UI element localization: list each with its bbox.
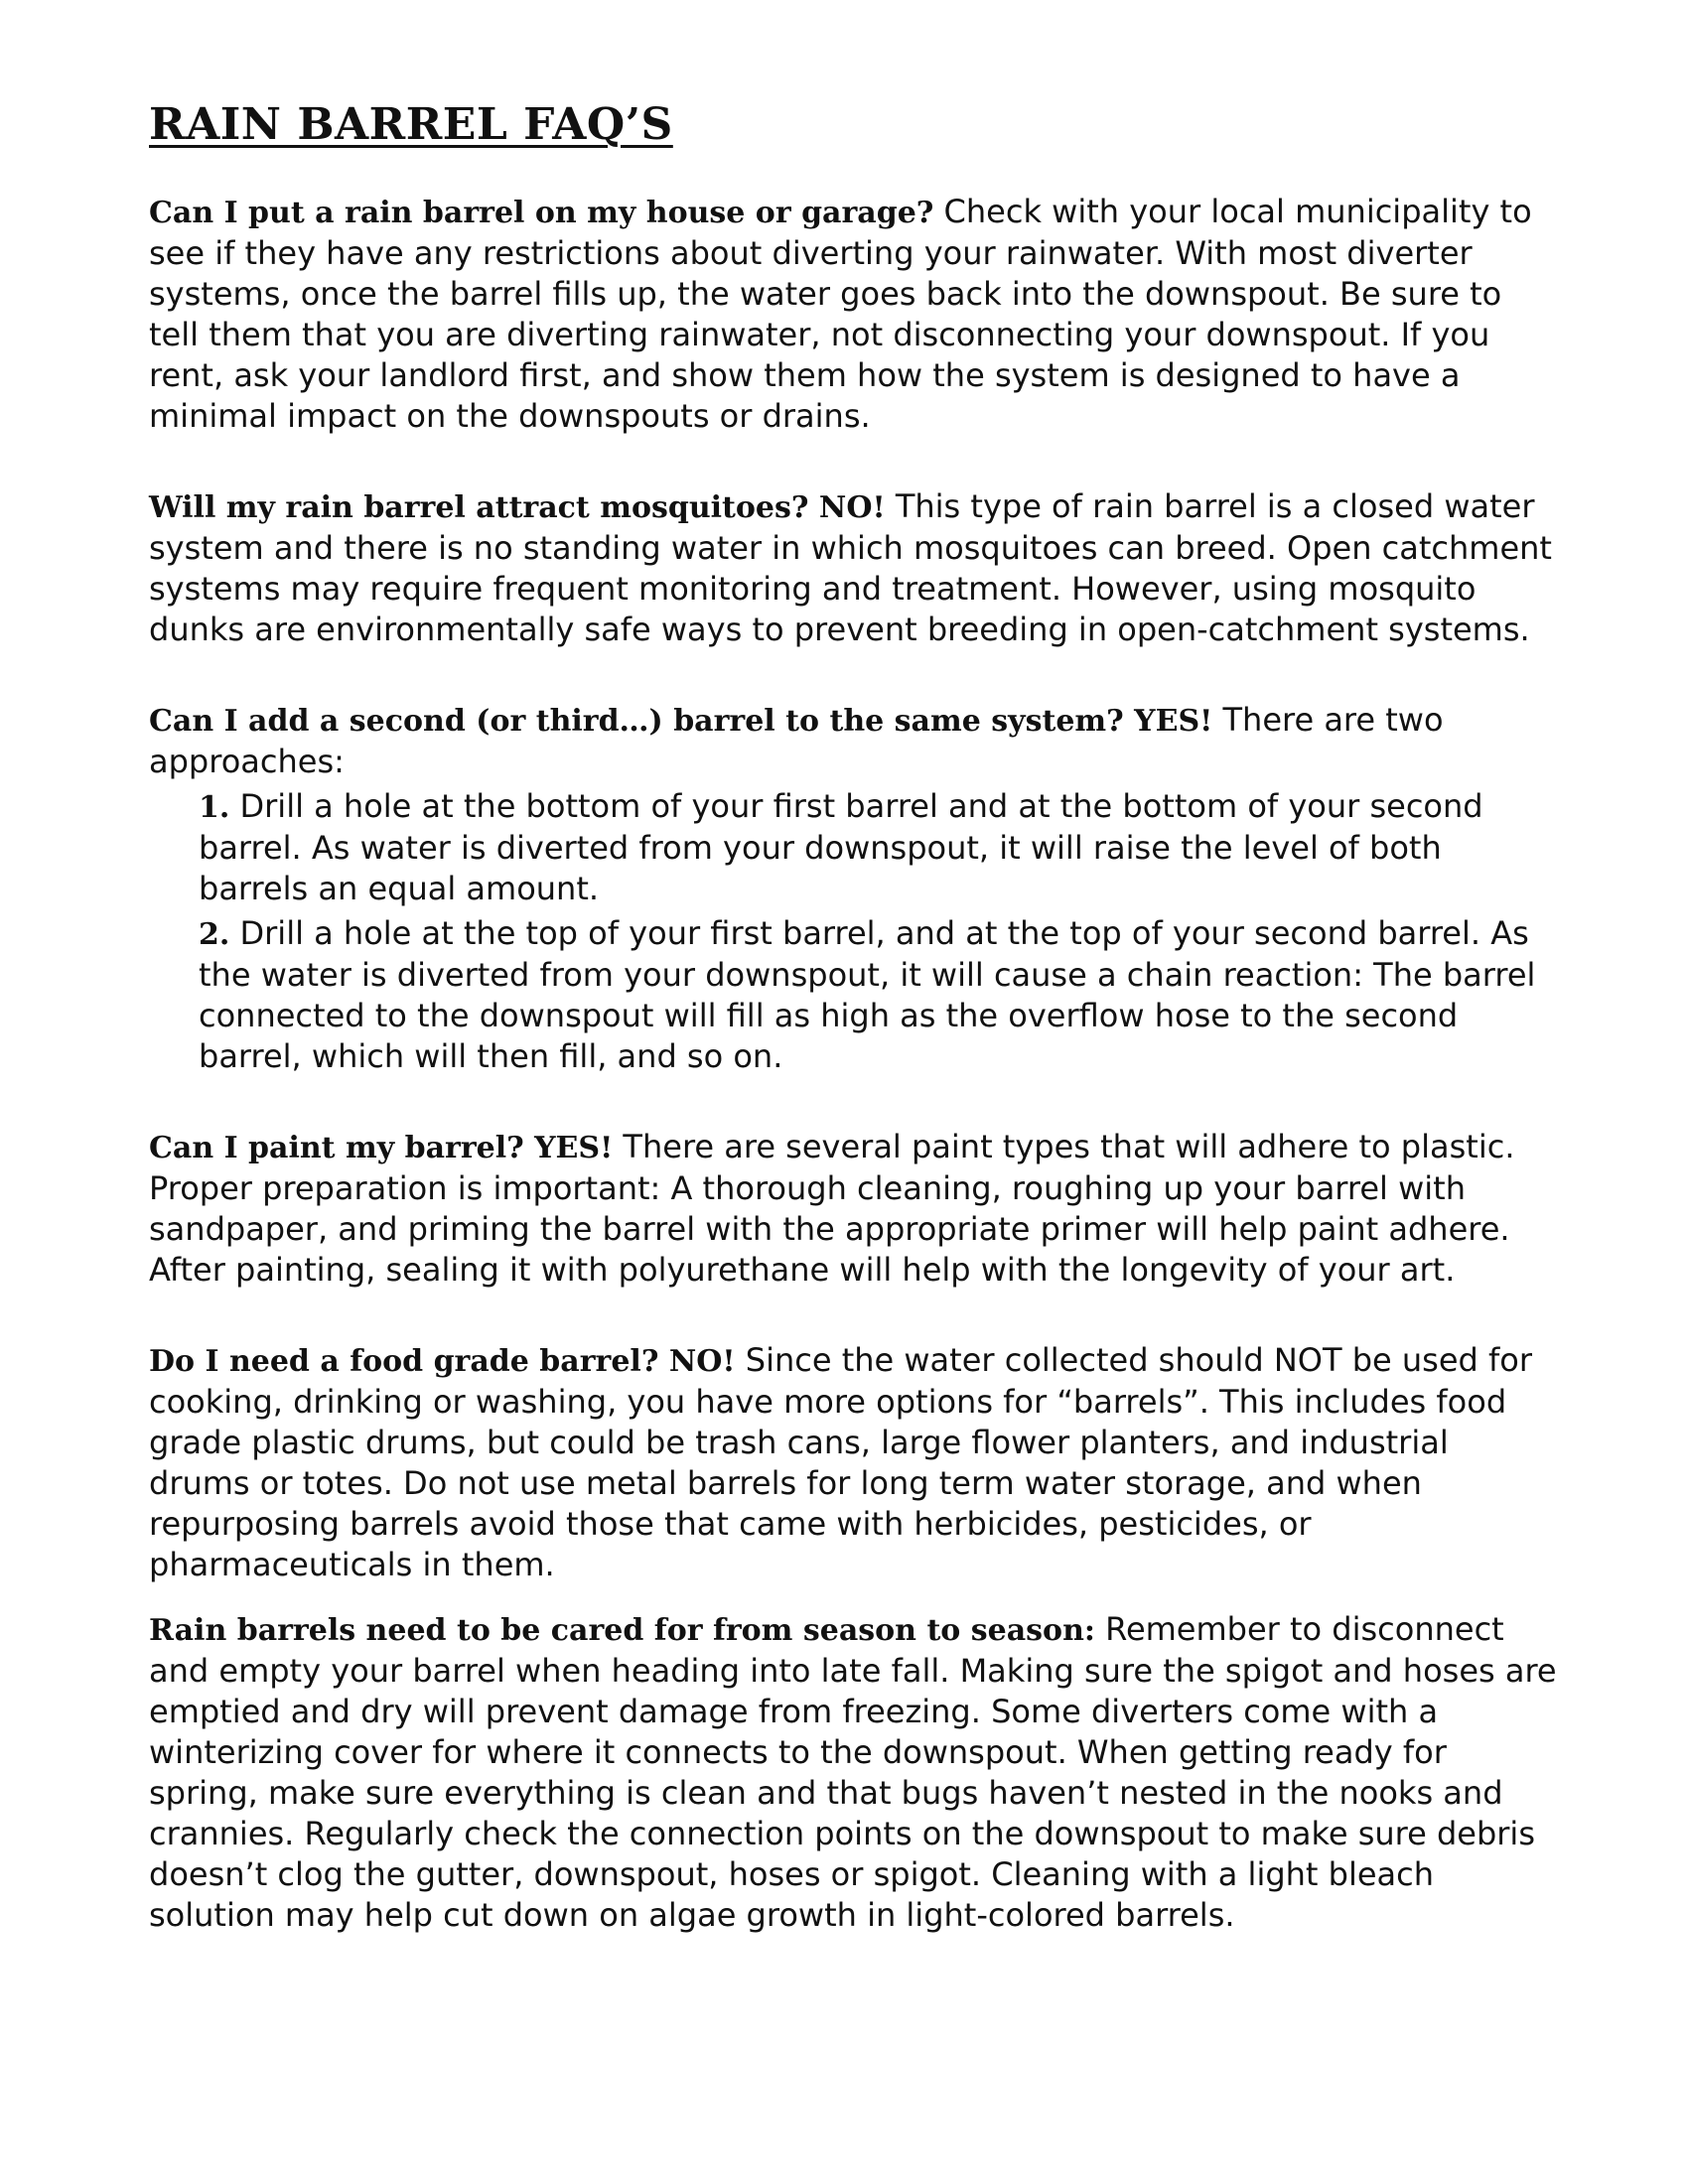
list-item-text: Drill a hole at the top of your first barrel, and at the top of your second barrel. As the water is diverted from your downspout, it will cause a chain reaction: The barrel connected to the downspout will fill as high as the overflow hose to the second barrel, which will then fill, and so on. <box>199 914 1536 1075</box>
faq-answer: Check with your local municipality to see if they have any restrictions about diverting your rainwater. With most diverter systems, once the barrel fills up, the water goes back into the downspout. Be sure to tell them that you are diverting rainwater, not disconnecting your downspout. If you rent, ask your landlord first, and show them how the system is designed to have a minimal impact on the downspouts or drains. <box>149 193 1532 435</box>
faq-question: Will my rain barrel attract mosquitoes? NO! <box>149 490 886 525</box>
approaches-list <box>149 786 1559 1077</box>
list-item-number: 2. <box>199 917 230 952</box>
list-item <box>199 913 1559 1077</box>
list-item-number: 1. <box>199 790 230 825</box>
faq-question: Can I paint my barrel? YES! <box>149 1131 614 1165</box>
list-item-text: Drill a hole at the bottom of your first barrel and at the bottom of your second barrel. As water is diverted from your downspout, it will raise the level of both barrels an equal amount. <box>199 787 1483 907</box>
faq-question: Do I need a food grade barrel? NO! <box>149 1344 736 1379</box>
faq-house-garage <box>149 192 1559 437</box>
faq-mosquitoes <box>149 486 1559 650</box>
document-page <box>149 99 1559 1936</box>
faq-answer: This type of rain barrel is a closed water system and there is no standing water in which mosquitoes can breed. Open catchment systems may require frequent monitoring and treatment. However, using mosquito dunks are environmentally safe ways to prevent breeding in open-catchment systems. <box>149 487 1552 648</box>
faq-question: Rain barrels need to be cared for from season to season: <box>149 1613 1095 1648</box>
faq-second-barrel <box>149 700 1559 1077</box>
faq-answer: Since the water collected should NOT be used for cooking, drinking or washing, you have more options for “barrels”. This includes food grade plastic drums, but could be trash cans, large flower planters, and industrial drums or totes. Do not use metal barrels for long term water storage, and when repurposing barrels avoid those that came with herbicides, pesticides, or pharmaceuticals in them. <box>149 1341 1532 1583</box>
faq-question: Can I put a rain barrel on my house or garage? <box>149 196 934 230</box>
faq-question-line <box>149 700 1559 782</box>
faq-question: Can I add a second (or third…) barrel to the same system? YES! <box>149 704 1213 739</box>
faq-answer: There are two approaches: <box>149 701 1444 780</box>
faq-answer: There are several paint types that will adhere to plastic. Proper preparation is important: A thorough cleaning, roughing up your barrel with sandpaper, and priming the barrel with the appropriate primer will help paint adhere. After painting, sealing it with polyurethane will help with the longevity of your art. <box>149 1128 1515 1289</box>
faq-food-grade <box>149 1340 1559 1585</box>
faq-paint <box>149 1127 1559 1291</box>
faq-answer: Remember to disconnect and empty your barrel when heading into late fall. Making sure the spigot and hoses are emptied and dry will prevent damage from freezing. Some diverters come with a winterizing cover for where it connects to the downspout. When getting ready for spring, make sure everything is clean and that bugs haven’t nested in the nooks and crannies. Regularly check the connection points on the downspout to make sure debris doesn’t clog the gutter, downspout, hoses or spigot. Cleaning with a light bleach solution may help cut down on algae growth in light-colored barrels. <box>149 1610 1557 1934</box>
list-item <box>199 786 1559 909</box>
page-title: RAIN BARREL FAQ’S <box>149 99 673 150</box>
faq-seasonal-care <box>149 1609 1559 1936</box>
